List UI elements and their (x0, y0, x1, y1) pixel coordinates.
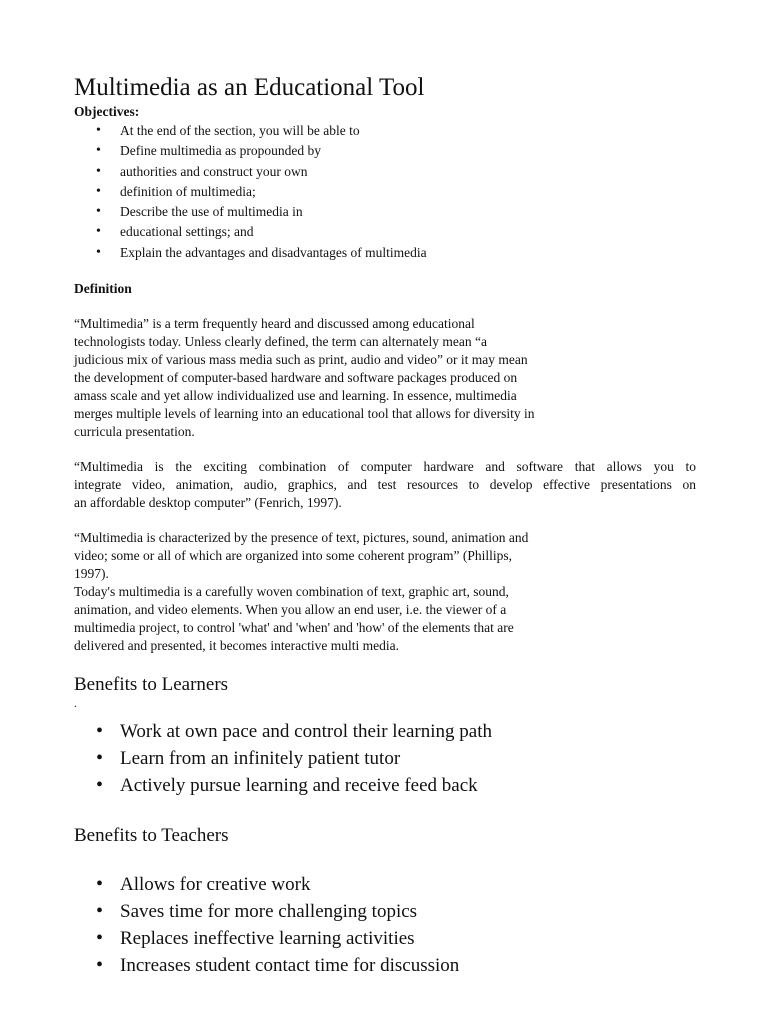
paragraph-line: delivered and presented, it becomes interactive multi media. (74, 638, 400, 653)
learners-benefits-list (0, 718, 492, 799)
paragraph-line: multimedia project, to control 'what' and 'when' and 'how' of the elements that are (74, 620, 514, 635)
paragraph-line: Today's multimedia is a carefully woven combination of text, graphic art, sound, (74, 584, 509, 599)
paragraph-line: technologists today. Unless clearly defined, the term can alternately mean “a (74, 334, 487, 349)
definition-paragraph-3 (74, 529, 528, 655)
objectives-label: Objectives: (74, 104, 140, 119)
objective-item: • educational settings; and (0, 222, 427, 242)
objective-item: • At the end of the section, you will be able to (0, 121, 427, 141)
benefits-learners-heading: Benefits to Learners (74, 674, 229, 695)
paragraph-line: 1997). (74, 566, 109, 581)
objective-item: • definition of multimedia; (0, 182, 427, 202)
objective-item: • Define multimedia as propounded by (0, 141, 427, 161)
paragraph-line: curricula presentation. (74, 424, 195, 439)
definition-paragraph-2 (74, 458, 696, 512)
benefits-teachers-heading: Benefits to Teachers (74, 825, 229, 846)
paragraph-line: animation, and video elements. When you allow an end user, i.e. the viewer of a (74, 602, 507, 617)
paragraph-line: judicious mix of various mass media such as print, audio and video” or it may mean (74, 352, 528, 367)
teacher-benefit-item: • Saves time for more challenging topics (0, 898, 459, 925)
teacher-benefit-item: • Increases student contact time for discussion (0, 952, 459, 979)
learner-benefit-item: • Learn from an infinitely patient tutor (0, 745, 492, 772)
objective-item: • Explain the advantages and disadvantages of multimedia (0, 243, 427, 263)
objective-item: • Describe the use of multimedia in (0, 202, 427, 222)
paragraph-line: the development of computer-based hardware and software packages produced on (74, 370, 518, 385)
paragraph-line: integrate video, animation, audio, graphics, and test resources to develop effective presentations on (74, 477, 696, 492)
objective-item: • authorities and construct your own (0, 162, 427, 182)
teacher-benefit-item: • Allows for creative work (0, 871, 459, 898)
paragraph-line: an affordable desktop computer” (Fenrich, 1997). (74, 495, 342, 510)
stray-dot: . (74, 696, 77, 710)
objectives-list (0, 121, 427, 263)
paragraph-line: video; some or all of which are organized into some coherent program” (Phillips, (74, 548, 513, 563)
paragraph-line: “Multimedia is characterized by the presence of text, pictures, sound, animation and (74, 530, 529, 545)
learner-benefit-item: • Work at own pace and control their learning path (0, 718, 492, 745)
teacher-benefit-item: • Replaces ineffective learning activities (0, 925, 459, 952)
paragraph-line: merges multiple levels of learning into an educational tool that allows for diversity in (74, 406, 535, 421)
definition-label: Definition (74, 281, 132, 296)
paragraph-line: “Multimedia” is a term frequently heard and discussed among educational (74, 316, 475, 331)
learner-benefit-item: • Actively pursue learning and receive feed back (0, 772, 492, 799)
paragraph-line: amass scale and yet allow individualized use and learning. In essence, multimedia (74, 388, 517, 403)
page-title: Multimedia as an Educational Tool (74, 74, 425, 101)
definition-paragraph-1 (74, 315, 535, 441)
teachers-benefits-list (0, 871, 459, 979)
paragraph-line: “Multimedia is the exciting combination of computer hardware and software that allows you to (74, 459, 696, 474)
